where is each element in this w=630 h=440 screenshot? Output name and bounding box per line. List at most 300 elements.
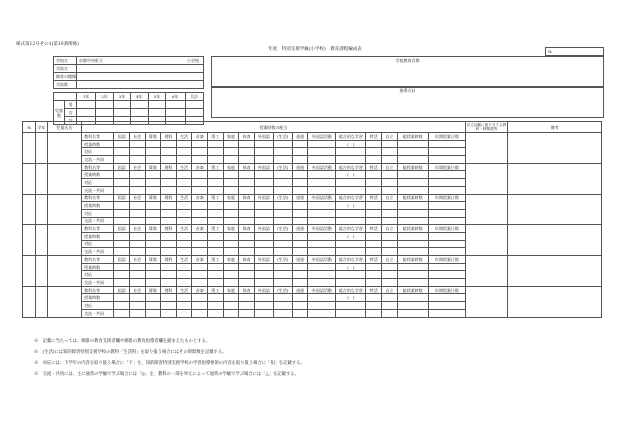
hours-cell[interactable] — [145, 271, 161, 279]
hours-cell[interactable] — [145, 156, 161, 164]
hours-cell[interactable] — [130, 232, 146, 240]
hours-cell[interactable] — [308, 202, 336, 210]
hours-cell[interactable] — [223, 248, 239, 256]
hours-cell[interactable] — [145, 202, 161, 210]
hours-cell[interactable] — [192, 140, 208, 148]
hours-cell[interactable] — [292, 140, 308, 148]
hours-cell[interactable] — [336, 186, 366, 194]
hours-cell[interactable] — [336, 302, 366, 310]
hours-cell[interactable] — [130, 202, 146, 210]
hours-cell[interactable] — [130, 209, 146, 217]
hours-cell[interactable] — [239, 232, 255, 240]
hours-cell[interactable] — [208, 240, 224, 248]
hours-cell[interactable] — [366, 186, 382, 194]
hours-cell[interactable] — [176, 240, 192, 248]
hours-cell[interactable] — [397, 302, 428, 310]
hours-cell[interactable] — [254, 217, 273, 225]
student-name-cell[interactable] — [47, 133, 82, 164]
hours-cell[interactable] — [382, 209, 398, 217]
hours-cell[interactable] — [130, 140, 146, 148]
hours-cell[interactable] — [176, 302, 192, 310]
hours-cell[interactable] — [254, 240, 273, 248]
hours-cell[interactable] — [223, 140, 239, 148]
hours-cell[interactable] — [239, 294, 255, 302]
hours-cell[interactable] — [130, 179, 146, 187]
hours-cell[interactable] — [176, 202, 192, 210]
hours-cell[interactable] — [273, 209, 292, 217]
hours-cell[interactable] — [208, 263, 224, 271]
hours-cell[interactable] — [239, 248, 255, 256]
hours-cell[interactable] — [308, 240, 336, 248]
hours-cell[interactable] — [161, 202, 177, 210]
hours-cell[interactable] — [366, 309, 382, 317]
student-name-cell[interactable] — [47, 256, 82, 287]
hours-cell[interactable] — [176, 217, 192, 225]
hours-cell[interactable] — [273, 156, 292, 164]
hours-cell[interactable] — [114, 302, 130, 310]
hours-cell[interactable] — [192, 209, 208, 217]
integrated-study-paren[interactable]: ( ) — [336, 171, 366, 179]
hours-cell[interactable] — [382, 302, 398, 310]
hours-cell[interactable] — [223, 156, 239, 164]
hours-cell[interactable] — [308, 279, 336, 287]
hours-cell[interactable] — [176, 156, 192, 164]
hours-cell[interactable] — [176, 271, 192, 279]
hours-cell[interactable] — [292, 279, 308, 287]
hours-cell[interactable] — [273, 309, 292, 317]
student-name-cell[interactable] — [47, 225, 82, 256]
hours-cell[interactable] — [208, 309, 224, 317]
student-grade-cell[interactable] — [36, 194, 47, 225]
hours-cell[interactable] — [292, 156, 308, 164]
hours-cell[interactable] — [273, 140, 292, 148]
hours-cell[interactable] — [223, 217, 239, 225]
hours-cell[interactable] — [192, 240, 208, 248]
hours-cell[interactable] — [130, 240, 146, 248]
hours-cell[interactable] — [254, 309, 273, 317]
student-name-cell[interactable] — [47, 286, 82, 317]
hours-cell[interactable] — [223, 309, 239, 317]
hours-cell[interactable] — [254, 171, 273, 179]
hours-cell[interactable] — [114, 263, 130, 271]
hours-cell[interactable] — [130, 148, 146, 156]
hours-cell[interactable] — [192, 171, 208, 179]
hours-cell[interactable] — [130, 248, 146, 256]
hours-cell[interactable] — [273, 217, 292, 225]
student-grade-cell[interactable] — [36, 256, 47, 287]
remarks-cell[interactable] — [508, 225, 602, 256]
hours-cell[interactable] — [239, 156, 255, 164]
hours-cell[interactable] — [366, 302, 382, 310]
hours-cell[interactable] — [366, 240, 382, 248]
hours-cell[interactable] — [161, 248, 177, 256]
hours-cell[interactable] — [366, 202, 382, 210]
hours-cell[interactable] — [308, 156, 336, 164]
hours-cell[interactable] — [192, 148, 208, 156]
hours-cell[interactable] — [336, 271, 366, 279]
hours-cell[interactable] — [397, 279, 428, 287]
hours-cell[interactable] — [254, 140, 273, 148]
hours-cell[interactable] — [336, 279, 366, 287]
hours-cell[interactable] — [176, 232, 192, 240]
hours-cell[interactable] — [161, 186, 177, 194]
hours-cell[interactable] — [192, 263, 208, 271]
hours-cell[interactable] — [428, 294, 465, 302]
hours-cell[interactable] — [161, 302, 177, 310]
hours-cell[interactable] — [397, 294, 428, 302]
hours-cell[interactable] — [114, 271, 130, 279]
integrated-study-paren[interactable]: ( ) — [336, 232, 366, 240]
hours-cell[interactable] — [161, 309, 177, 317]
hours-cell[interactable] — [161, 171, 177, 179]
hours-cell[interactable] — [208, 179, 224, 187]
hours-cell[interactable] — [254, 248, 273, 256]
hours-cell[interactable] — [176, 140, 192, 148]
hours-cell[interactable] — [161, 294, 177, 302]
hours-cell[interactable] — [308, 171, 336, 179]
hours-cell[interactable] — [223, 279, 239, 287]
hours-cell[interactable] — [308, 140, 336, 148]
hours-cell[interactable] — [308, 209, 336, 217]
hours-cell[interactable] — [239, 271, 255, 279]
hours-cell[interactable] — [192, 271, 208, 279]
hours-cell[interactable] — [292, 302, 308, 310]
hours-cell[interactable] — [382, 186, 398, 194]
hours-cell[interactable] — [308, 248, 336, 256]
hours-cell[interactable] — [254, 263, 273, 271]
hours-cell[interactable] — [292, 271, 308, 279]
hours-cell[interactable] — [366, 148, 382, 156]
hours-cell[interactable] — [336, 209, 366, 217]
hours-cell[interactable] — [292, 148, 308, 156]
hours-cell[interactable] — [145, 263, 161, 271]
hours-cell[interactable] — [366, 271, 382, 279]
hours-cell[interactable] — [428, 279, 465, 287]
hours-cell[interactable] — [366, 156, 382, 164]
remarks-cell[interactable] — [508, 133, 602, 164]
hours-cell[interactable] — [223, 179, 239, 187]
hours-cell[interactable] — [428, 202, 465, 210]
hours-cell[interactable] — [273, 171, 292, 179]
hours-cell[interactable] — [161, 232, 177, 240]
hours-cell[interactable] — [176, 171, 192, 179]
exchange-cell[interactable] — [465, 194, 507, 225]
hours-cell[interactable] — [223, 271, 239, 279]
hours-cell[interactable] — [308, 302, 336, 310]
hours-cell[interactable] — [254, 186, 273, 194]
hours-cell[interactable] — [208, 279, 224, 287]
student-no-cell[interactable] — [23, 133, 36, 164]
hours-cell[interactable] — [114, 240, 130, 248]
hours-cell[interactable] — [336, 240, 366, 248]
student-grade-cell[interactable] — [36, 225, 47, 256]
hours-cell[interactable] — [161, 263, 177, 271]
hours-cell[interactable] — [308, 263, 336, 271]
hours-cell[interactable] — [192, 179, 208, 187]
hours-cell[interactable] — [382, 294, 398, 302]
hours-cell[interactable] — [145, 232, 161, 240]
hours-cell[interactable] — [176, 263, 192, 271]
hours-cell[interactable] — [208, 271, 224, 279]
hours-cell[interactable] — [192, 202, 208, 210]
hours-cell[interactable] — [382, 156, 398, 164]
hours-cell[interactable] — [114, 202, 130, 210]
hours-cell[interactable] — [366, 279, 382, 287]
hours-cell[interactable] — [161, 156, 177, 164]
hours-cell[interactable] — [254, 202, 273, 210]
hours-cell[interactable] — [292, 263, 308, 271]
hours-cell[interactable] — [397, 148, 428, 156]
hours-cell[interactable] — [292, 217, 308, 225]
hours-cell[interactable] — [176, 309, 192, 317]
hours-cell[interactable] — [145, 140, 161, 148]
student-name-cell[interactable] — [47, 163, 82, 194]
hours-cell[interactable] — [397, 232, 428, 240]
hours-cell[interactable] — [239, 209, 255, 217]
exchange-cell[interactable] — [465, 256, 507, 287]
hours-cell[interactable] — [336, 248, 366, 256]
hours-cell[interactable] — [308, 271, 336, 279]
hours-cell[interactable] — [239, 263, 255, 271]
hours-cell[interactable] — [192, 279, 208, 287]
hours-cell[interactable] — [382, 171, 398, 179]
hours-cell[interactable] — [428, 171, 465, 179]
hours-cell[interactable] — [130, 217, 146, 225]
hours-cell[interactable] — [397, 248, 428, 256]
hours-cell[interactable] — [145, 240, 161, 248]
hours-cell[interactable] — [114, 279, 130, 287]
hours-cell[interactable] — [254, 232, 273, 240]
hours-cell[interactable] — [428, 302, 465, 310]
hours-cell[interactable] — [145, 217, 161, 225]
hours-cell[interactable] — [336, 179, 366, 187]
hours-cell[interactable] — [208, 171, 224, 179]
hours-cell[interactable] — [239, 279, 255, 287]
hours-cell[interactable] — [292, 171, 308, 179]
student-grade-cell[interactable] — [36, 133, 47, 164]
student-grade-cell[interactable] — [36, 286, 47, 317]
hours-cell[interactable] — [382, 263, 398, 271]
hours-cell[interactable] — [366, 248, 382, 256]
integrated-study-paren[interactable]: ( ) — [336, 263, 366, 271]
hours-cell[interactable] — [397, 156, 428, 164]
hours-cell[interactable] — [145, 186, 161, 194]
hours-cell[interactable] — [366, 217, 382, 225]
remarks-cell[interactable] — [508, 286, 602, 317]
hours-cell[interactable] — [192, 217, 208, 225]
hours-cell[interactable] — [223, 209, 239, 217]
hours-cell[interactable] — [366, 232, 382, 240]
hours-cell[interactable] — [161, 240, 177, 248]
hours-cell[interactable] — [114, 186, 130, 194]
hours-cell[interactable] — [223, 186, 239, 194]
hours-cell[interactable] — [397, 309, 428, 317]
hours-cell[interactable] — [292, 209, 308, 217]
hours-cell[interactable] — [192, 309, 208, 317]
hours-cell[interactable] — [176, 279, 192, 287]
hours-cell[interactable] — [254, 156, 273, 164]
hours-cell[interactable] — [223, 148, 239, 156]
hours-cell[interactable] — [292, 232, 308, 240]
hours-cell[interactable] — [176, 209, 192, 217]
hours-cell[interactable] — [223, 232, 239, 240]
hours-cell[interactable] — [223, 263, 239, 271]
hours-cell[interactable] — [114, 309, 130, 317]
hours-cell[interactable] — [273, 148, 292, 156]
hours-cell[interactable] — [130, 186, 146, 194]
hours-cell[interactable] — [273, 240, 292, 248]
hours-cell[interactable] — [208, 248, 224, 256]
hours-cell[interactable] — [428, 140, 465, 148]
hours-cell[interactable] — [176, 148, 192, 156]
hours-cell[interactable] — [273, 232, 292, 240]
hours-cell[interactable] — [130, 294, 146, 302]
hours-cell[interactable] — [336, 217, 366, 225]
hours-cell[interactable] — [382, 279, 398, 287]
hours-cell[interactable] — [273, 279, 292, 287]
hours-cell[interactable] — [161, 148, 177, 156]
hours-cell[interactable] — [397, 263, 428, 271]
hours-cell[interactable] — [239, 171, 255, 179]
hours-cell[interactable] — [366, 171, 382, 179]
hours-cell[interactable] — [397, 171, 428, 179]
hours-cell[interactable] — [176, 186, 192, 194]
hours-cell[interactable] — [114, 171, 130, 179]
hours-cell[interactable] — [308, 148, 336, 156]
hours-cell[interactable] — [208, 186, 224, 194]
hours-cell[interactable] — [114, 209, 130, 217]
hours-cell[interactable] — [208, 294, 224, 302]
hours-cell[interactable] — [239, 302, 255, 310]
hours-cell[interactable] — [192, 294, 208, 302]
hours-cell[interactable] — [130, 271, 146, 279]
hours-cell[interactable] — [114, 217, 130, 225]
hours-cell[interactable] — [428, 232, 465, 240]
hours-cell[interactable] — [130, 302, 146, 310]
hours-cell[interactable] — [254, 148, 273, 156]
hours-cell[interactable] — [145, 179, 161, 187]
hours-cell[interactable] — [223, 171, 239, 179]
hours-cell[interactable] — [292, 240, 308, 248]
hours-cell[interactable] — [308, 179, 336, 187]
hours-cell[interactable] — [273, 294, 292, 302]
hours-cell[interactable] — [145, 209, 161, 217]
hours-cell[interactable] — [382, 248, 398, 256]
hours-cell[interactable] — [208, 148, 224, 156]
hours-cell[interactable] — [292, 294, 308, 302]
hours-cell[interactable] — [366, 140, 382, 148]
hours-cell[interactable] — [145, 302, 161, 310]
hours-cell[interactable] — [114, 140, 130, 148]
hours-cell[interactable] — [308, 309, 336, 317]
hours-cell[interactable] — [428, 248, 465, 256]
hours-cell[interactable] — [130, 279, 146, 287]
hours-cell[interactable] — [428, 217, 465, 225]
hours-cell[interactable] — [208, 209, 224, 217]
remarks-cell[interactable] — [508, 163, 602, 194]
hours-cell[interactable] — [192, 302, 208, 310]
hours-cell[interactable] — [192, 232, 208, 240]
hours-cell[interactable] — [428, 156, 465, 164]
hours-cell[interactable] — [428, 240, 465, 248]
hours-cell[interactable] — [223, 294, 239, 302]
hours-cell[interactable] — [161, 271, 177, 279]
hours-cell[interactable] — [145, 171, 161, 179]
hours-cell[interactable] — [192, 248, 208, 256]
hours-cell[interactable] — [308, 294, 336, 302]
hours-cell[interactable] — [254, 302, 273, 310]
hours-cell[interactable] — [208, 156, 224, 164]
remarks-cell[interactable] — [508, 194, 602, 225]
hours-cell[interactable] — [161, 140, 177, 148]
hours-cell[interactable] — [308, 217, 336, 225]
hours-cell[interactable] — [273, 302, 292, 310]
hours-cell[interactable] — [239, 309, 255, 317]
hours-cell[interactable] — [130, 156, 146, 164]
hours-cell[interactable] — [114, 232, 130, 240]
hours-cell[interactable] — [397, 240, 428, 248]
hours-cell[interactable] — [145, 294, 161, 302]
student-grade-cell[interactable] — [36, 163, 47, 194]
hours-cell[interactable] — [382, 309, 398, 317]
hours-cell[interactable] — [273, 202, 292, 210]
hours-cell[interactable] — [273, 271, 292, 279]
student-no-cell[interactable] — [23, 256, 36, 287]
exchange-cell[interactable] — [465, 133, 507, 164]
hours-cell[interactable] — [161, 179, 177, 187]
student-no-cell[interactable] — [23, 194, 36, 225]
hours-cell[interactable] — [366, 294, 382, 302]
hours-cell[interactable] — [145, 279, 161, 287]
hours-cell[interactable] — [254, 271, 273, 279]
hours-cell[interactable] — [336, 148, 366, 156]
hours-cell[interactable] — [114, 179, 130, 187]
hours-cell[interactable] — [114, 248, 130, 256]
hours-cell[interactable] — [366, 209, 382, 217]
hours-cell[interactable] — [397, 217, 428, 225]
hours-cell[interactable] — [161, 217, 177, 225]
hours-cell[interactable] — [397, 202, 428, 210]
integrated-study-paren[interactable]: ( ) — [336, 202, 366, 210]
remarks-cell[interactable] — [508, 256, 602, 287]
hours-cell[interactable] — [176, 294, 192, 302]
hours-cell[interactable] — [145, 248, 161, 256]
hours-cell[interactable] — [223, 240, 239, 248]
hours-cell[interactable] — [114, 156, 130, 164]
hours-cell[interactable] — [292, 179, 308, 187]
integrated-study-paren[interactable]: ( ) — [336, 294, 366, 302]
hours-cell[interactable] — [397, 271, 428, 279]
hours-cell[interactable] — [114, 148, 130, 156]
hours-cell[interactable] — [208, 140, 224, 148]
hours-cell[interactable] — [428, 209, 465, 217]
hours-cell[interactable] — [397, 179, 428, 187]
hours-cell[interactable] — [161, 279, 177, 287]
hours-cell[interactable] — [292, 186, 308, 194]
hours-cell[interactable] — [254, 294, 273, 302]
hours-cell[interactable] — [428, 148, 465, 156]
exchange-cell[interactable] — [465, 163, 507, 194]
hours-cell[interactable] — [397, 140, 428, 148]
hours-cell[interactable] — [208, 202, 224, 210]
hours-cell[interactable] — [254, 209, 273, 217]
hours-cell[interactable] — [208, 217, 224, 225]
hours-cell[interactable] — [130, 309, 146, 317]
hours-cell[interactable] — [208, 232, 224, 240]
hours-cell[interactable] — [176, 179, 192, 187]
hours-cell[interactable] — [382, 179, 398, 187]
hours-cell[interactable] — [130, 263, 146, 271]
